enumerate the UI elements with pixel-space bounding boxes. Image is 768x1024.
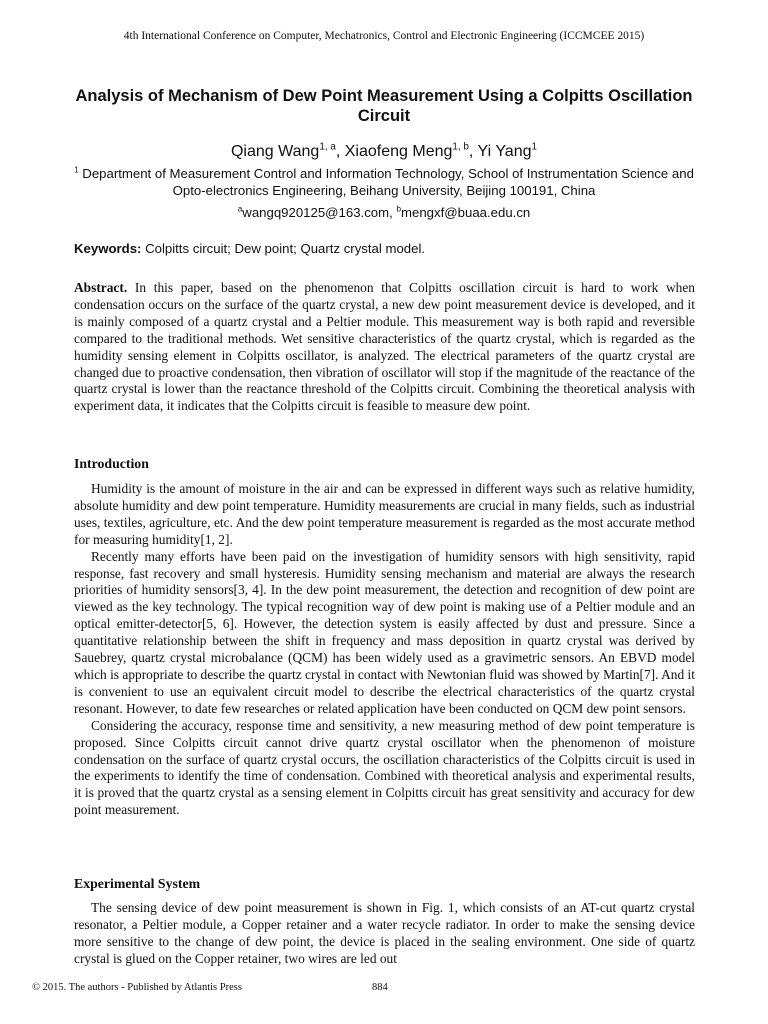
author-list: Qiang Wang$^{1, a}$, Xiaofeng Meng$^{1, b}$, Yi Yang$^1$ (230, 141, 538, 160)
page-number: 884 (372, 982, 388, 993)
copyright-notice: © 2015. The authors - Published by Atlantis Press (32, 982, 242, 993)
conference-header: 4th International Conference on Computer, Mechatronics, Control and Electronic Engineering (ICCMCEE 2015) (123, 30, 645, 42)
email-line: $^a$wangq920125@163.com, $^b$mengxf@buaa.edu.cn (237, 204, 531, 220)
author-name: Qiang Wang (230, 143, 320, 160)
email-b: mengxf@buaa.edu.cn (401, 205, 531, 220)
abstract-label: Abstract. (74, 280, 128, 295)
affiliation-superscript: 1 (74, 165, 79, 175)
experimental-section (74, 900, 695, 968)
email-superscript: a (237, 204, 243, 214)
email-superscript: b (396, 204, 402, 214)
section-heading-introduction: Introduction (74, 456, 149, 471)
keywords (74, 241, 696, 256)
paragraph: Considering the accuracy, response time and sensitivity, a new measuring method of dew point temperature is proposed. Since Colpitts circuit cannot drive quartz crystal oscillator when the phenomenon of moisture condensation on the surface of quartz crystal occurs, the oscillation characteristics of the Colpitts circuit is used in the experiments to identify the time of condensation. Combined with theoretical analysis and experimental results, it is proved that the quartz crystal as a sensing element in Colpitts circuit has great sensitivity and accuracy for dew point measurement. (74, 717, 695, 818)
author-superscript: 1, b (452, 141, 469, 153)
email-a: wangq920125@163.com (242, 205, 390, 220)
keywords-text: Colpitts circuit; Dew point; Quartz crystal model. (145, 241, 426, 256)
abstract-text: In this paper, based on the phenomenon that Colpitts oscillation circuit is hard to work when condensation occurs on the surface of the quartz crystal, a new dew point measurement device is developed, and it is mainly composed of a quartz crystal and a Peltier module. This measurement way is both rapid and reversible compared to the traditional methods. Wet sensitive characteristics of the quartz crystal, which is regarded as the humidity sensing element in Colpitts oscillator, is analyzed. The electrical parameters of the quartz crystal are changed due to proactive condensation, then vibration of oscillator will stop if the magnitude of the reactance of the quartz crystal is lower than the reactance threshold of the Colpitts circuit. Combining the theoretical analysis with experiment data, it indicates that the Colpitts circuit is feasible to measure dew point. (74, 280, 695, 414)
paragraph: The sensing device of dew point measurement is shown in Fig. 1, which consists of an AT-cut quartz crystal resonator, a Peltier module, a Copper retainer and a water recycle radiator. In order to make the sensing device more sensitive to the change of dew point, the device is placed in the sealing environment. One side of quartz crystal is glued on the Copper retainer, two wires are led out (74, 900, 695, 966)
paragraph: Recently many efforts have been paid on the investigation of humidity sensors with high sensitivity, rapid response, fast recovery and small hysteresis. Humidity sensing mechanism and material are always the research priorities of humidity sensors[3, 4]. In the dew point measurement, the detection and recognition of dew point are viewed as the key technology. The typical recognition way of dew point is making use of a Peltier module and an optical emitter-detector[5, 6]. However, the detection system is easily affected by dust and pressure. Since a quantitative relationship between the shift in frequency and mass deposition in quartz crystal was derived by Sauebrey, quartz crystal microbalance (QCM) has been widely used as a gravimetric sensors. An EBVD model which is appropriate to describe the quartz crystal in contact with Newtonian fluid was showed by Martin[7]. And it is convenient to use an equivalent circuit model to describe the electrical characteristics of the quartz crystal resonant. However, to date few researches or related application have been conducted on QCM dew point sensors. (74, 548, 695, 716)
author-superscript: 1, a (319, 141, 336, 153)
affiliation-text: Department of Measurement Control and Information Technology, School of Instrumentation Science and Opto-electronics Engineering, Beihang University, Beijing 100191, China (82, 166, 694, 198)
abstract (74, 280, 695, 415)
author-name: Yi Yang (477, 143, 532, 160)
author-name: Xiaofeng Meng (344, 143, 453, 160)
page-footer (32, 982, 736, 993)
affiliation (74, 165, 694, 199)
introduction-section (74, 481, 695, 819)
paper-title: Analysis of Mechanism of Dew Point Measurement Using a Colpitts Oscillation Circuit (75, 87, 693, 125)
section-heading-experimental-system: Experimental System (74, 876, 201, 891)
keywords-label: Keywords: (74, 241, 142, 256)
author-superscript: 1 (531, 141, 538, 153)
paragraph: Humidity is the amount of moisture in the air and can be expressed in different ways such as relative humidity, absolute humidity and dew point temperature. Humidity measurements are crucial in many fields, such as industrial uses, textiles, agriculture, etc. And the dew point temperature measurement is regarded as the most accurate method for measuring humidity[1, 2]. (74, 481, 695, 547)
